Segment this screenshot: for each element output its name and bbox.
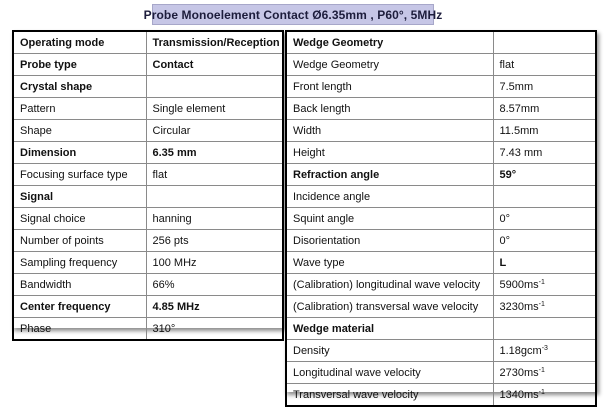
row-label: Bandwidth bbox=[13, 274, 146, 296]
row-value-text: 100 MHz bbox=[152, 256, 197, 269]
table-row bbox=[286, 164, 596, 186]
row-label: Wedge Geometry bbox=[286, 54, 493, 76]
row-value bbox=[146, 164, 283, 186]
table-row bbox=[286, 186, 596, 208]
row-label: Refraction angle bbox=[286, 164, 493, 186]
row-label: Height bbox=[286, 142, 493, 164]
row-value bbox=[493, 274, 596, 296]
row-value bbox=[146, 252, 283, 274]
row-label: Center frequency bbox=[13, 296, 146, 318]
table-row bbox=[13, 142, 283, 164]
row-value bbox=[146, 76, 283, 98]
row-value bbox=[493, 164, 596, 186]
table-row bbox=[13, 164, 283, 186]
row-label: Crystal shape bbox=[13, 76, 146, 98]
row-label: Shape bbox=[13, 120, 146, 142]
row-label: (Calibration) transversal wave velocity bbox=[286, 296, 493, 318]
row-label: Phase bbox=[13, 318, 146, 341]
row-label: Sampling frequency bbox=[13, 252, 146, 274]
row-value-text: 6.35 mm bbox=[152, 146, 197, 159]
row-value-text: 8.57mm bbox=[499, 102, 540, 115]
row-label: Disorientation bbox=[286, 230, 493, 252]
row-value-text: Transmission/Reception bbox=[152, 36, 280, 49]
row-value bbox=[493, 296, 596, 318]
row-value-text: 59° bbox=[499, 168, 517, 181]
row-label: Transversal wave velocity bbox=[286, 384, 493, 407]
row-value bbox=[146, 230, 283, 252]
row-value bbox=[146, 186, 283, 208]
row-label: Wedge material bbox=[286, 318, 493, 340]
row-label: (Calibration) longitudinal wave velocity bbox=[286, 274, 493, 296]
table-row bbox=[13, 252, 283, 274]
table-row bbox=[286, 142, 596, 164]
table-row bbox=[13, 230, 283, 252]
table-row bbox=[286, 340, 596, 362]
table-row bbox=[286, 252, 596, 274]
unit-exponent: -1 bbox=[538, 300, 545, 308]
row-label: Density bbox=[286, 340, 493, 362]
table-row bbox=[286, 54, 596, 76]
row-value-text: flat bbox=[152, 168, 168, 181]
row-value bbox=[146, 274, 283, 296]
table-row bbox=[286, 31, 596, 54]
row-value bbox=[493, 362, 596, 384]
row-value-text: 1.18gcm bbox=[499, 344, 542, 357]
row-label: Longitudinal wave velocity bbox=[286, 362, 493, 384]
row-value-text: 310° bbox=[152, 322, 176, 335]
table-row bbox=[286, 98, 596, 120]
row-value-text: Contact bbox=[152, 58, 194, 71]
row-value bbox=[493, 120, 596, 142]
row-label: Pattern bbox=[13, 98, 146, 120]
row-label: Operating mode bbox=[13, 31, 146, 54]
row-label: Front length bbox=[286, 76, 493, 98]
row-value-text: 11.5mm bbox=[499, 124, 539, 137]
table-row bbox=[286, 76, 596, 98]
row-value-text: 2730ms bbox=[499, 366, 539, 379]
row-value-text: 3230ms bbox=[499, 300, 539, 313]
row-label: Signal bbox=[13, 186, 146, 208]
row-value bbox=[146, 120, 283, 142]
page-title: Probe Monoelement Contact Ø6.35mm , P60°, 5MHz bbox=[152, 4, 434, 25]
row-label: Squint angle bbox=[286, 208, 493, 230]
table-row bbox=[286, 296, 596, 318]
table-row bbox=[286, 318, 596, 340]
table-row bbox=[286, 120, 596, 142]
row-value bbox=[493, 340, 596, 362]
row-label: Back length bbox=[286, 98, 493, 120]
row-label: Dimension bbox=[13, 142, 146, 164]
table-row bbox=[286, 362, 596, 384]
row-value bbox=[493, 31, 596, 54]
table-row bbox=[286, 208, 596, 230]
table-row bbox=[13, 31, 283, 54]
row-value-text: 5900ms bbox=[499, 278, 539, 291]
row-label: Number of points bbox=[13, 230, 146, 252]
row-value bbox=[493, 186, 596, 208]
table-row bbox=[13, 76, 283, 98]
row-value bbox=[493, 54, 596, 76]
unit-exponent: -1 bbox=[538, 388, 545, 396]
row-value bbox=[146, 142, 283, 164]
unit-exponent: -1 bbox=[538, 366, 545, 374]
unit-exponent: -3 bbox=[541, 344, 548, 352]
row-value-text: 7.43 mm bbox=[499, 146, 543, 159]
row-value bbox=[493, 384, 596, 407]
row-value bbox=[146, 208, 283, 230]
row-value-text: 1340ms bbox=[499, 388, 539, 401]
table-row bbox=[286, 230, 596, 252]
row-value-text: 0° bbox=[499, 234, 511, 247]
row-value bbox=[146, 296, 283, 318]
row-value bbox=[493, 252, 596, 274]
row-value bbox=[493, 318, 596, 340]
row-label: Wave type bbox=[286, 252, 493, 274]
row-label: Wedge Geometry bbox=[286, 31, 493, 54]
row-label: Incidence angle bbox=[286, 186, 493, 208]
row-value-text: flat bbox=[499, 58, 515, 71]
row-value bbox=[493, 208, 596, 230]
row-value bbox=[493, 142, 596, 164]
row-label: Focusing surface type bbox=[13, 164, 146, 186]
table-row bbox=[13, 98, 283, 120]
row-label: Probe type bbox=[13, 54, 146, 76]
row-value-text: 256 pts bbox=[152, 234, 189, 247]
row-value-text: hanning bbox=[152, 212, 192, 225]
row-value bbox=[493, 76, 596, 98]
row-value bbox=[146, 31, 283, 54]
table-row bbox=[13, 54, 283, 76]
row-value-text: Circular bbox=[152, 124, 191, 137]
table-row bbox=[286, 384, 596, 407]
probe-parameters-table bbox=[12, 30, 284, 341]
row-value-text: L bbox=[499, 256, 507, 269]
wedge-parameters-panel bbox=[285, 30, 597, 401]
table-row bbox=[13, 296, 283, 318]
row-value-text: 4.85 MHz bbox=[152, 300, 200, 313]
row-value-text: 0° bbox=[499, 212, 511, 225]
unit-exponent: -1 bbox=[538, 278, 545, 286]
wedge-parameters-table bbox=[285, 30, 597, 407]
row-value-text: 66% bbox=[152, 278, 175, 291]
row-value bbox=[493, 98, 596, 120]
row-value-text: 7.5mm bbox=[499, 80, 534, 93]
probe-parameters-panel bbox=[12, 30, 284, 335]
row-value-text: Single element bbox=[152, 102, 226, 115]
table-row bbox=[13, 186, 283, 208]
row-label: Signal choice bbox=[13, 208, 146, 230]
row-value bbox=[146, 54, 283, 76]
table-row bbox=[286, 274, 596, 296]
table-row bbox=[13, 208, 283, 230]
table-row bbox=[13, 274, 283, 296]
table-row bbox=[13, 318, 283, 341]
row-value bbox=[146, 98, 283, 120]
row-label: Width bbox=[286, 120, 493, 142]
table-row bbox=[13, 120, 283, 142]
row-value bbox=[493, 230, 596, 252]
row-value bbox=[146, 318, 283, 341]
